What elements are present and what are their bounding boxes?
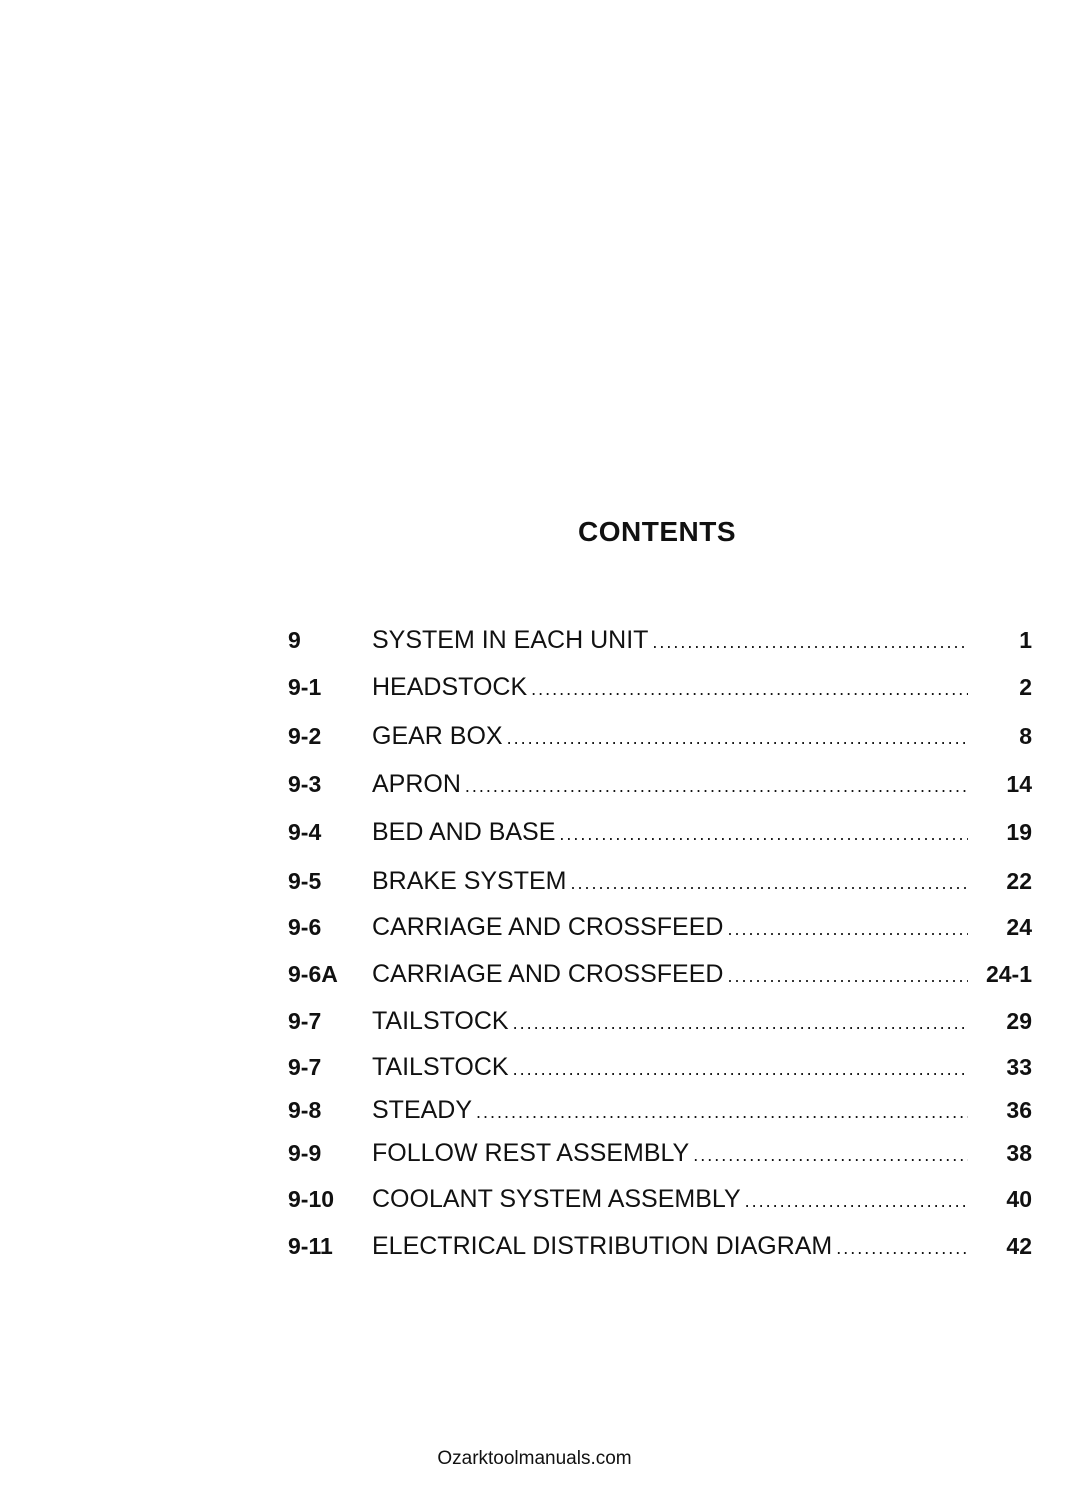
section-title: GEAR BOX	[372, 722, 503, 750]
toc-entry[interactable]	[288, 907, 1038, 947]
toc-entry[interactable]	[288, 667, 1038, 707]
page-number: 8	[1019, 723, 1032, 749]
toc-entry[interactable]	[288, 1001, 1038, 1041]
section-title: FOLLOW REST ASSEMBLY	[372, 1139, 690, 1167]
dot-leader	[727, 956, 968, 996]
toc-entry[interactable]	[288, 1226, 1038, 1266]
section-number: 9-5	[288, 868, 322, 894]
section-number: 9-7	[288, 1054, 322, 1080]
section-number: 9-8	[288, 1097, 322, 1123]
section-title: TAILSTOCK	[372, 1053, 509, 1081]
dot-leader	[745, 1181, 968, 1221]
section-title: ELECTRICAL DISTRIBUTION DIAGRAM	[372, 1232, 833, 1260]
section-number: 9-1	[288, 674, 322, 700]
section-title: BED AND BASE	[372, 818, 556, 846]
dot-leader	[513, 1003, 968, 1043]
section-title: HEADSTOCK	[372, 673, 528, 701]
dot-leader	[513, 1049, 968, 1089]
section-number: 9-9	[288, 1140, 322, 1166]
page-number: 36	[1006, 1097, 1032, 1123]
page-number: 38	[1006, 1140, 1032, 1166]
section-number: 9-4	[288, 819, 322, 845]
page-title: CONTENTS	[578, 516, 736, 547]
page-number: 24-1	[985, 961, 1032, 987]
toc-entry[interactable]	[288, 1047, 1038, 1087]
page-number: 29	[1006, 1008, 1032, 1034]
dot-leader	[476, 1092, 968, 1132]
page-number: 2	[1019, 674, 1032, 700]
page-number: 33	[1006, 1054, 1032, 1080]
page-number: 24	[1006, 914, 1032, 940]
section-number: 9-10	[288, 1186, 335, 1212]
toc-entry[interactable]	[288, 716, 1038, 756]
page-number: 19	[1006, 819, 1032, 845]
toc-entry[interactable]	[288, 1090, 1038, 1130]
page-number: 1	[1019, 627, 1032, 653]
section-number: 9-7	[288, 1008, 322, 1034]
section-title: BRAKE SYSTEM	[372, 867, 567, 895]
section-number: 9-6A	[288, 961, 338, 987]
section-number: 9-2	[288, 723, 322, 749]
toc-entry[interactable]	[288, 1133, 1038, 1173]
section-number: 9-3	[288, 771, 322, 797]
dot-leader	[652, 622, 968, 662]
dot-leader	[571, 863, 969, 903]
toc-entry[interactable]	[288, 954, 1038, 994]
section-title: CARRIAGE AND CROSSFEED	[372, 960, 724, 988]
section-title: SYSTEM IN EACH UNIT	[372, 626, 649, 654]
page-number: 42	[1006, 1233, 1032, 1259]
dot-leader	[507, 718, 968, 758]
dot-leader	[836, 1228, 968, 1268]
toc-entry[interactable]	[288, 812, 1038, 852]
footer-website: Ozarktoolmanuals.com	[437, 1448, 632, 1469]
section-title: COOLANT SYSTEM ASSEMBLY	[372, 1185, 741, 1213]
section-number: 9-6	[288, 914, 322, 940]
page-number: 40	[1006, 1186, 1032, 1212]
page-number: 14	[1006, 771, 1032, 797]
dot-leader	[693, 1135, 968, 1175]
section-number: 9-11	[288, 1233, 333, 1259]
toc-entry[interactable]	[288, 764, 1038, 804]
toc-entry[interactable]	[288, 620, 1038, 660]
dot-leader	[465, 766, 968, 806]
section-title: STEADY	[372, 1096, 473, 1124]
toc-entry[interactable]	[288, 1179, 1038, 1219]
section-number: 9	[288, 627, 301, 653]
dot-leader	[531, 669, 968, 709]
section-title: APRON	[372, 770, 461, 798]
toc-entry[interactable]	[288, 861, 1038, 901]
dot-leader	[559, 814, 968, 854]
section-title: TAILSTOCK	[372, 1007, 509, 1035]
page-number: 22	[1006, 868, 1032, 894]
dot-leader	[727, 909, 968, 949]
section-title: CARRIAGE AND CROSSFEED	[372, 913, 724, 941]
